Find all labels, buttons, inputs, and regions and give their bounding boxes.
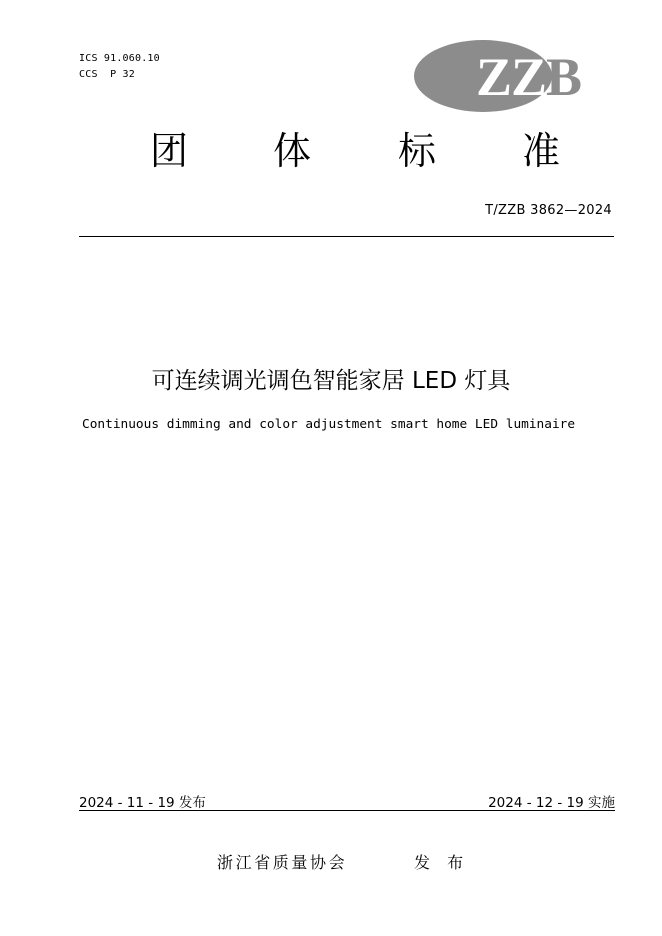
publish-label: 发 布 xyxy=(414,853,470,872)
title-chinese: 可连续调光调色智能家居 LED 灯具 xyxy=(151,368,511,394)
bottom-divider xyxy=(79,810,615,811)
logo-text-off-ellipse: B xyxy=(546,47,582,107)
standard-number: T/ZZB 3862—2024 xyxy=(485,203,612,218)
publisher-name: 浙江省质量协会 xyxy=(217,853,348,872)
document-type-char: 准 xyxy=(522,129,561,173)
title-english: Continuous dimming and color adjustment smart home LED luminaire xyxy=(82,417,576,432)
document-type-char: 团 xyxy=(150,129,189,173)
issue-date: 2024 - 11 - 19 发布 xyxy=(79,795,206,811)
zzb-logo xyxy=(412,36,612,116)
top-divider xyxy=(79,236,614,237)
document-type-char: 体 xyxy=(273,129,312,173)
implementation-date: 2024 - 12 - 19 实施 xyxy=(488,795,615,811)
logo-text xyxy=(476,42,581,112)
document-type-heading xyxy=(0,126,662,176)
document-type-char: 标 xyxy=(398,129,437,173)
ics-code: ICS 91.060.10 xyxy=(79,53,160,64)
logo-text-on-ellipse: ZZ xyxy=(476,47,547,107)
ccs-code: CCS P 32 xyxy=(79,69,135,80)
